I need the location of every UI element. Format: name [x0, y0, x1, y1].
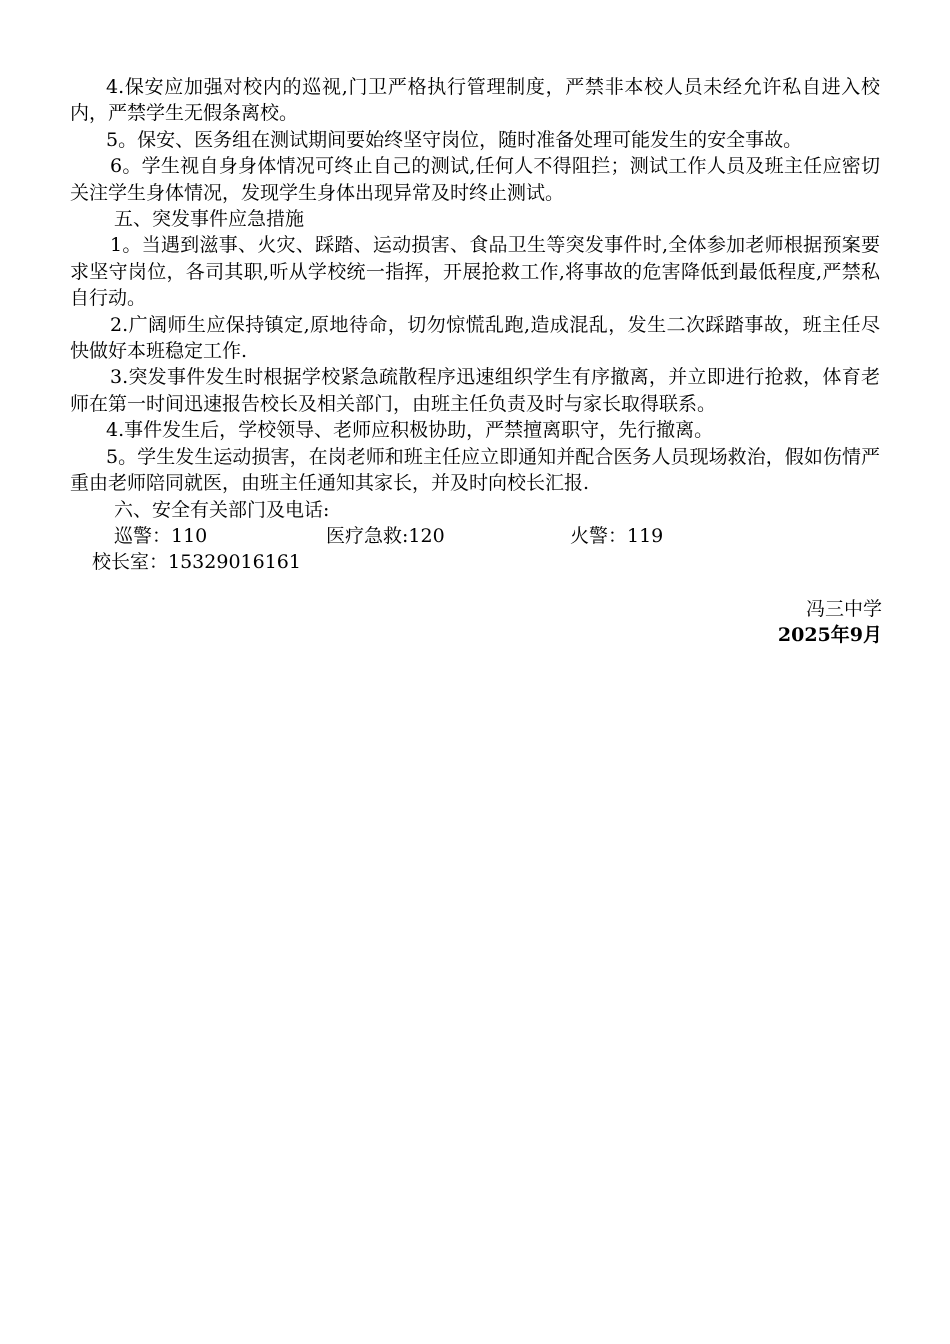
paragraph-sports-injury: 5。学生发生运动损害，在岗老师和班主任应立即通知并配合医务人员现场救治，假如伤情严重由老师陪同就医，由班主任通知其家长，并及时向校长汇报.: [70, 445, 880, 495]
phone-police: 巡警：110: [114, 524, 208, 547]
signature-block: [778, 596, 882, 649]
signature-date: 2025年9月: [777, 624, 882, 647]
signature-school: 冯三中学: [805, 598, 882, 620]
phone-row-principal: [70, 549, 880, 575]
paragraph-student-self-stop: 6。学生视自身身体情况可终止自己的测试,任何人不得阻拦；测试工作人员及班主任应密切关注学生身体情况，发现学生身体出现异常及时终止测试。: [70, 155, 880, 204]
paragraph-emergency-duty: 1。当遇到滋事、火灾、踩踏、运动损害、食品卫生等突发事件时,全体参加老师根据预案要求坚守岗位，各司其职,听从学校统一指挥，开展抢救工作,将事故的危害降低到最低程度,严禁私自行动。: [70, 234, 880, 310]
section-heading-emergency: 五、突发事件应急措施: [114, 208, 305, 231]
phone-fire: 火警：119: [570, 524, 664, 547]
paragraph-after-event: 4.事件发生后，学校领导、老师应积极协助，严禁擅离职守，先行撤离。: [106, 419, 714, 442]
phone-ambulance: 医疗急救:120: [326, 524, 445, 547]
paragraph-stay-calm: 2.广阔师生应保持镇定,原地待命，切勿惊慌乱跑,造成混乱，发生二次踩踏事故，班主任尽快做好本班稳定工作.: [70, 313, 880, 363]
section-heading-phones: 六、安全有关部门及电话:: [114, 498, 330, 521]
phone-principal: 校长室：15329016161: [92, 551, 301, 574]
phone-row: [70, 523, 880, 549]
document-body: [70, 74, 880, 576]
paragraph-evacuation: 3.突发事件发生时根据学校紧急疏散程序迅速组织学生有序撤离，并立即进行抢救，体育老师在第一时间迅速报告校长及相关部门，由班主任负责及时与家长取得联系。: [70, 366, 880, 415]
paragraph-security-medical-duty: 5。保安、医务组在测试期间要始终坚守岗位，随时准备处理可能发生的安全事故。: [106, 128, 803, 151]
paragraph-security-patrol: 4.保安应加强对校内的巡视,门卫严格执行管理制度，严禁非本校人员未经允许私自进入校内，严禁学生无假条离校。: [70, 76, 880, 125]
